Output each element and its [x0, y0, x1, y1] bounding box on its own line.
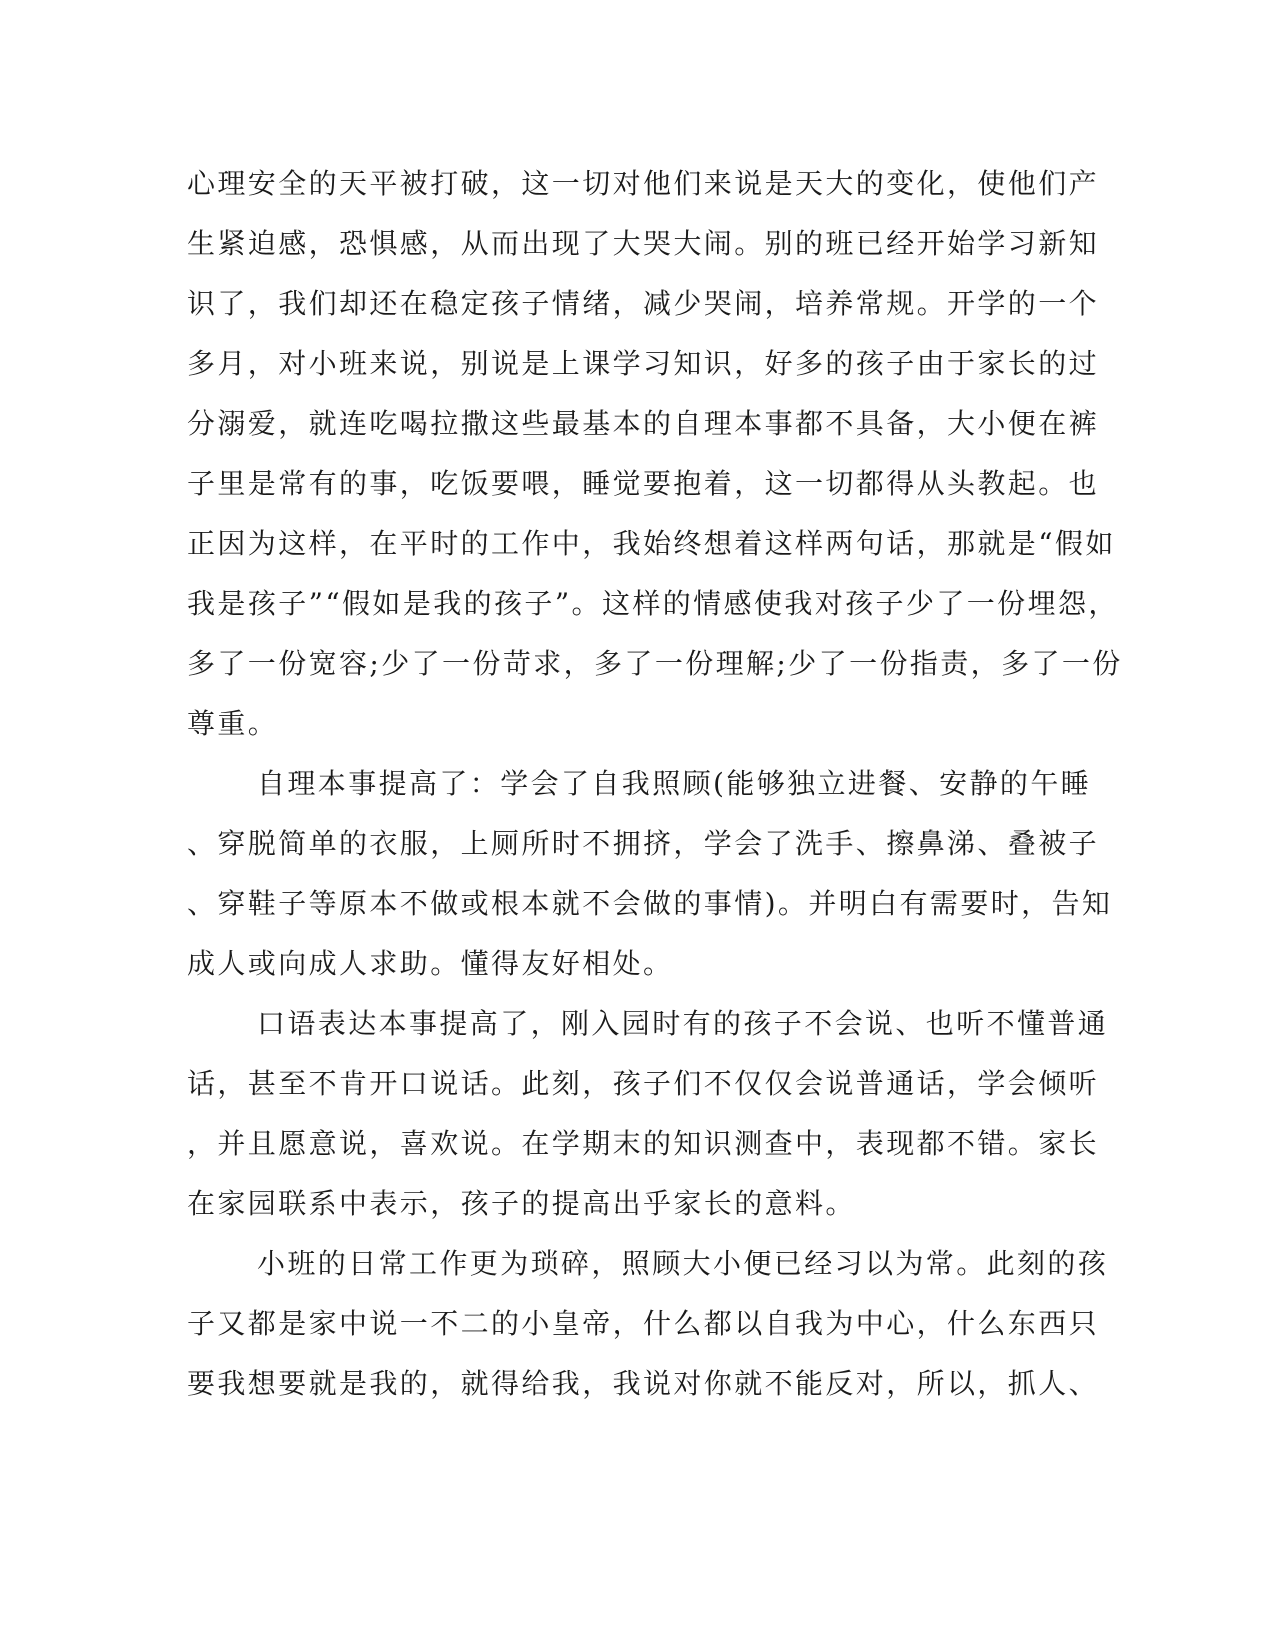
body-text — [187, 154, 1123, 1414]
paragraph-first-line: 小班的日常工作更为琐碎，照顾大小便已经习以为常。此刻的孩 — [257, 1247, 1109, 1280]
text-line: 多月，对小班来说，别说是上课学习知识，好多的孩子由于家长的过 — [187, 347, 1100, 380]
text-line: 正因为这样，在平时的工作中，我始终想着这样两句话，那就是“假如 — [187, 527, 1116, 560]
text-line: 我是孩子”“假如是我的孩子”。这样的情感使我对孩子少了一份埋怨， — [187, 587, 1119, 620]
text-line: 、穿脱简单的衣服，上厕所时不拥挤，学会了洗手、擦鼻涕、叠被子 — [187, 827, 1100, 860]
text-line: 分溺爱，就连吃喝拉撒这些最基本的自理本事都不具备，大小便在裤 — [187, 407, 1100, 440]
text-line: 识了，我们却还在稳定孩子情绪，减少哭闹，培养常规。开学的一个 — [187, 287, 1100, 320]
text-line: 在家园联系中表示，孩子的提高出乎家长的意料。 — [187, 1187, 856, 1220]
text-line: 要我想要就是我的，就得给我，我说对你就不能反对，所以，抓人、 — [187, 1367, 1100, 1400]
text-line: 多了一份宽容;少了一份苛求，多了一份理解;少了一份指责，多了一份 — [187, 647, 1123, 680]
text-line: 心理安全的天平被打破，这一切对他们来说是天大的变化，使他们产 — [187, 167, 1100, 200]
text-line: ，并且愿意说，喜欢说。在学期末的知识测查中，表现都不错。家长 — [187, 1127, 1100, 1160]
paragraph-first-line: 口语表达本事提高了，刚入园时有的孩子不会说、也听不懂普通 — [257, 1007, 1109, 1040]
text-line: 子又都是家中说一不二的小皇帝，什么都以自我为中心，什么东西只 — [187, 1307, 1100, 1340]
text-line: 、穿鞋子等原本不做或根本就不会做的事情)。并明白有需要时，告知 — [187, 887, 1113, 920]
text-line: 话，甚至不肯开口说话。此刻，孩子们不仅仅会说普通话，学会倾听 — [187, 1067, 1100, 1100]
text-line: 生紧迫感，恐惧感，从而出现了大哭大闹。别的班已经开始学习新知 — [187, 227, 1100, 260]
text-line: 成人或向成人求助。懂得友好相处。 — [187, 947, 674, 980]
text-line: 尊重。 — [187, 707, 279, 740]
paragraph-first-line: 自理本事提高了：学会了自我照顾(能够独立进餐、安静的午睡 — [257, 767, 1092, 800]
text-line: 子里是常有的事，吃饭要喂，睡觉要抱着，这一切都得从头教起。也 — [187, 467, 1100, 500]
